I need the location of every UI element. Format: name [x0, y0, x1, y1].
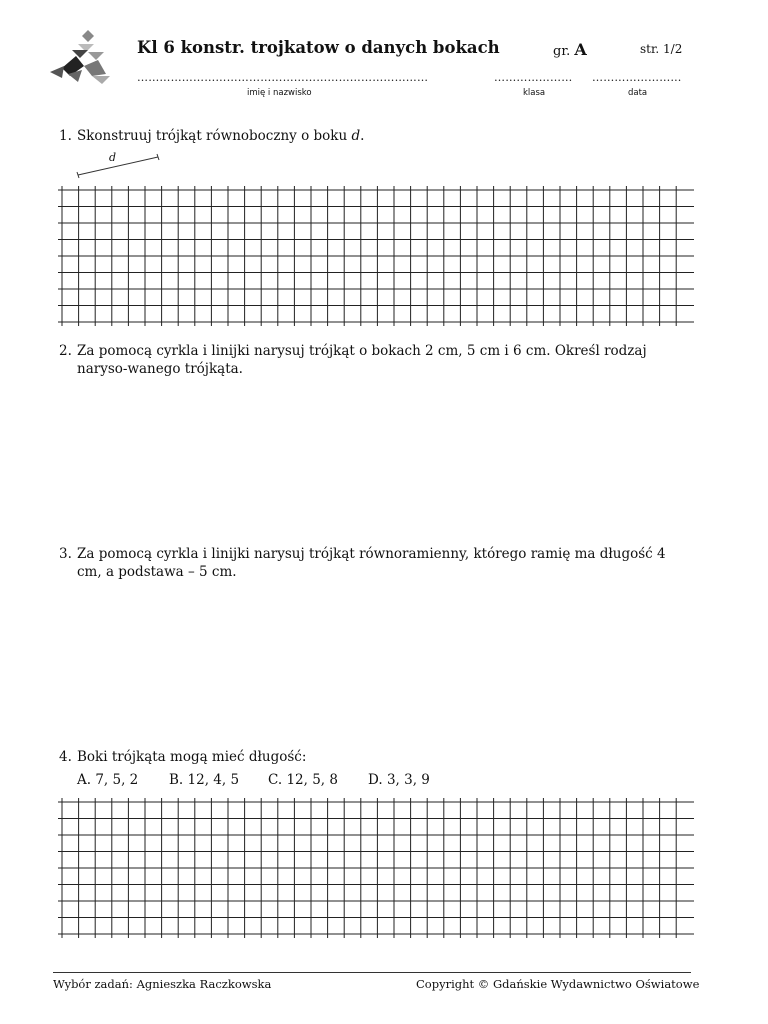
footer-divider [53, 972, 691, 973]
task-text: Za pomocą cyrkla i linijki narysuj trójkąt równoramienny, którego ramię ma długość 4 cm, a podstawa – 5 cm. [77, 546, 666, 580]
worksheet-title: Kl 6 konstr. trojkatow o danych bokach [137, 38, 500, 57]
segment-label: d [109, 151, 117, 164]
publisher-logo [48, 30, 120, 86]
task-2 [59, 342, 689, 378]
task-text-end: . [360, 128, 365, 144]
page-number: str. 1/2 [640, 42, 683, 56]
task-text: Skonstruuj trójkąt równoboczny o boku [77, 128, 352, 144]
answer-options [77, 772, 597, 792]
option-b[interactable]: B. 12, 4, 5 [169, 772, 240, 788]
task-number: 3. [59, 546, 72, 562]
group-letter: A [574, 40, 587, 59]
task-text: Za pomocą cyrkla i linijki narysuj trójkąt o bokach 2 cm, 5 cm i 6 cm. Określ rodzaj naryso-wanego trójkąta. [77, 343, 647, 377]
group-prefix: gr. [553, 44, 571, 59]
footer-copyright: Copyright © Gdańskie Wydawnictwo Oświatowe [416, 977, 700, 991]
option-c[interactable]: C. 12, 5, 8 [268, 772, 338, 788]
name-label: imię i nazwisko [247, 88, 312, 98]
task-1 [59, 127, 689, 145]
squared-grid-task-1[interactable] [58, 186, 694, 326]
task-3 [59, 545, 689, 581]
option-a[interactable]: A. 7, 5, 2 [77, 772, 139, 788]
footer-author: Wybór zadań: Agnieszka Raczkowska [53, 977, 272, 991]
squared-grid-task-4[interactable] [58, 798, 694, 938]
option-d[interactable]: D. 3, 3, 9 [368, 772, 430, 788]
name-field[interactable]: …………………………………………………………………… [137, 71, 429, 84]
task-number: 2. [59, 343, 72, 359]
segment-d [74, 150, 164, 180]
task-number: 1. [59, 128, 72, 144]
class-label: klasa [523, 88, 546, 98]
task-number: 4. [59, 749, 72, 765]
date-label: data [628, 88, 648, 98]
class-field[interactable]: ………………… [494, 71, 572, 84]
date-field[interactable]: …………………… [592, 71, 682, 84]
group-indicator [553, 40, 587, 59]
task-variable: d [351, 128, 361, 144]
task-4 [59, 748, 689, 766]
task-text: Boki trójkąta mogą mieć długość: [77, 749, 307, 765]
